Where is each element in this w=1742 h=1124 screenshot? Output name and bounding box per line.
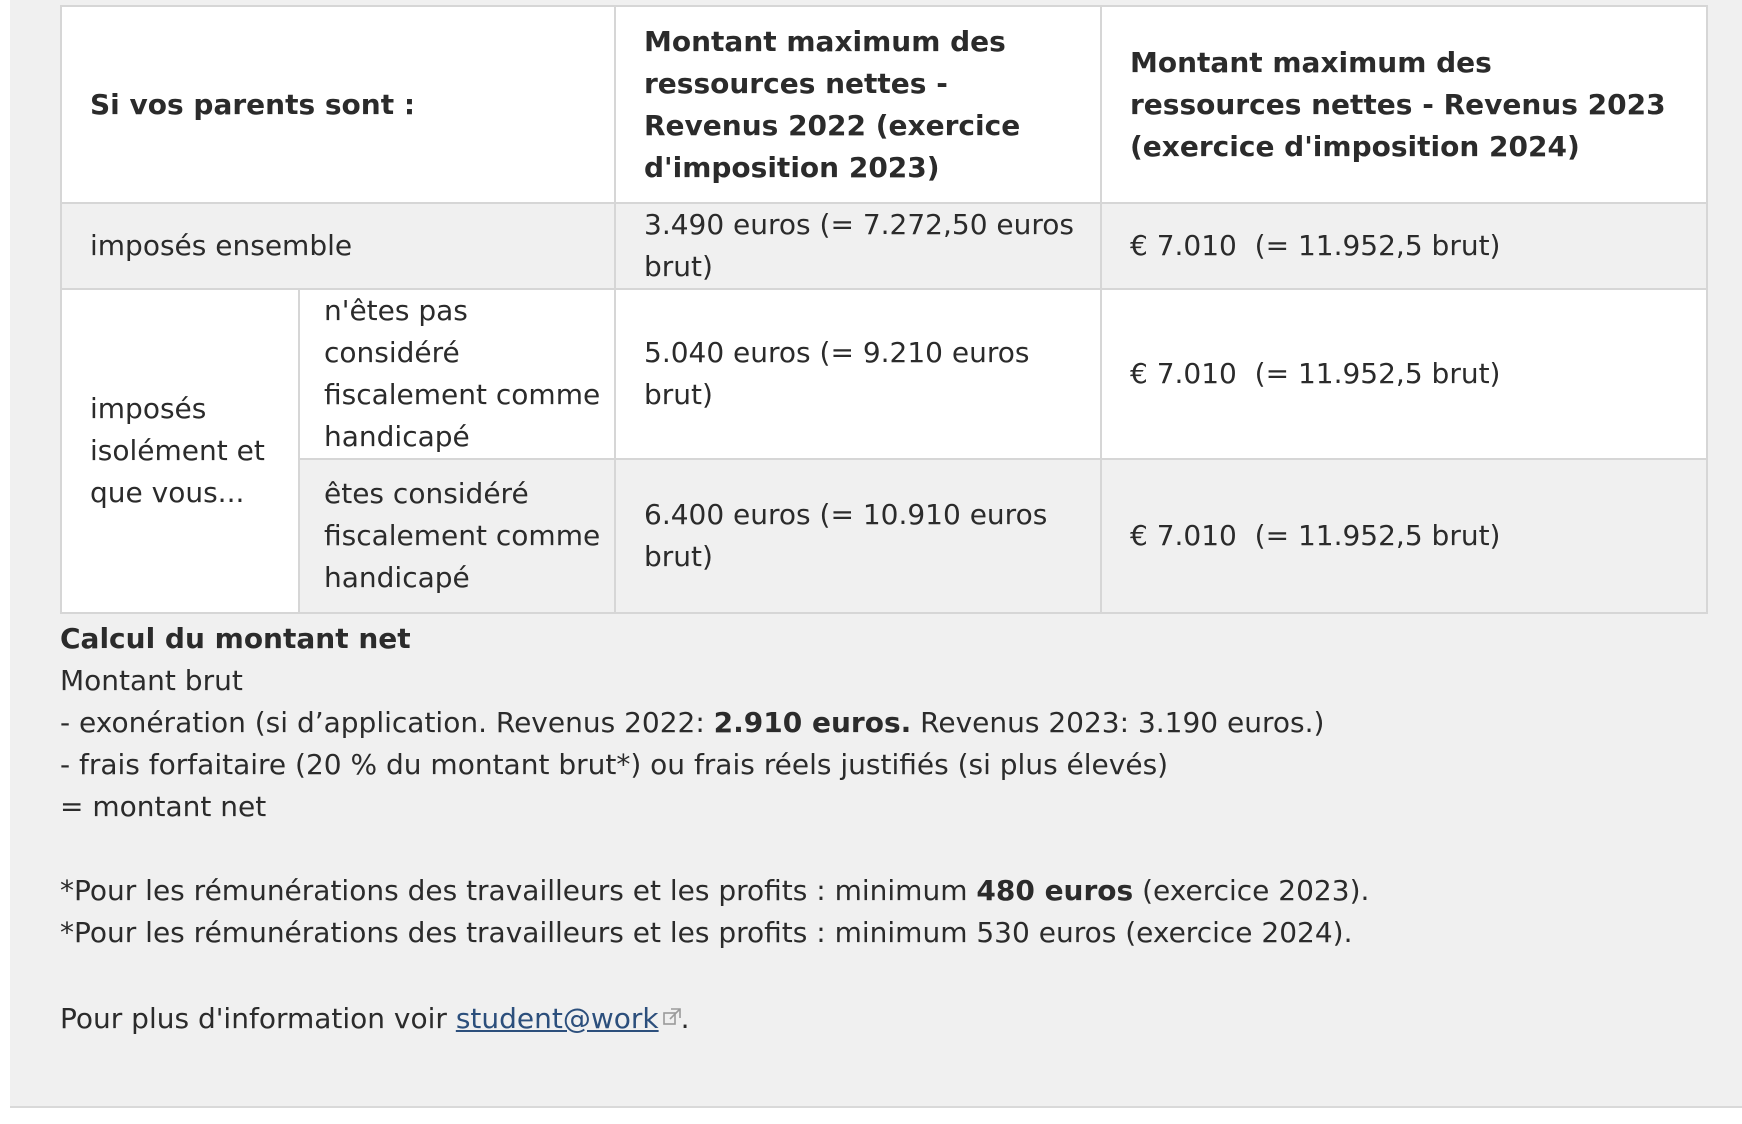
row-label: n'êtes pas considéré fiscalement comme handicapé: [299, 289, 615, 459]
calc-line-bold: 2.910 euros.: [713, 706, 912, 739]
row-label: imposés ensemble: [61, 203, 615, 289]
student-at-work-link[interactable]: [456, 1002, 659, 1035]
note-line: *Pour les rémunérations des travailleurs et les profits : minimum 530 euros (exercice 2024).: [60, 916, 1353, 949]
row-group-label: imposés isolément et que vous...: [61, 289, 299, 613]
row-label: êtes considéré fiscalement comme handicapé: [299, 459, 615, 613]
content-panel: [10, 0, 1742, 1108]
calc-line: [60, 702, 1700, 744]
calc-line: Montant brut: [60, 664, 243, 697]
calc-line: - frais forfaitaire (20 % du montant brut*) ou frais réels justifiés (si plus élevés): [60, 748, 1169, 781]
calc-line-text: - exonération (si d’application. Revenus 2022:: [60, 706, 714, 739]
note-bold: 480 euros: [976, 874, 1134, 907]
row-value-2022: 5.040 euros (= 9.210 euros brut): [615, 289, 1101, 459]
calculation-section: [60, 618, 1700, 1040]
table-row: [61, 459, 1707, 613]
external-link-icon[interactable]: [663, 996, 681, 1014]
table-row: [61, 289, 1707, 459]
header-income-2022: Montant maximum des ressources nettes - Revenus 2022 (exercice d'imposition 2023): [615, 6, 1101, 203]
more-info-prefix: Pour plus d'information voir: [60, 1002, 456, 1035]
table-row: [61, 203, 1707, 289]
calc-line-text: Revenus 2023: 3.190 euros.): [911, 706, 1325, 739]
link-text: student@work: [455, 1002, 659, 1035]
row-value-2023: € 7.010 (= 11.952,5 brut): [1101, 459, 1707, 613]
note-text: (exercice 2023).: [1133, 874, 1370, 907]
row-value-2023: € 7.010 (= 11.952,5 brut): [1101, 203, 1707, 289]
row-value-2023: € 7.010 (= 11.952,5 brut): [1101, 289, 1707, 459]
more-info-line: [60, 996, 1700, 1040]
calc-line: = montant net: [60, 790, 267, 823]
more-info-suffix: .: [680, 1002, 690, 1035]
header-parents: Si vos parents sont :: [61, 6, 615, 203]
calc-title: Calcul du montant net: [60, 622, 411, 655]
income-limits-table: [60, 5, 1708, 614]
row-value-2022: 6.400 euros (= 10.910 euros brut): [615, 459, 1101, 613]
note-line: [60, 870, 1700, 912]
row-value-2022: 3.490 euros (= 7.272,50 euros brut): [615, 203, 1101, 289]
header-income-2023: Montant maximum des ressources nettes - Revenus 2023 (exercice d'imposition 2024): [1101, 6, 1707, 203]
table-header-row: [61, 6, 1707, 203]
note-text: *Pour les rémunérations des travailleurs et les profits : minimum: [60, 874, 977, 907]
